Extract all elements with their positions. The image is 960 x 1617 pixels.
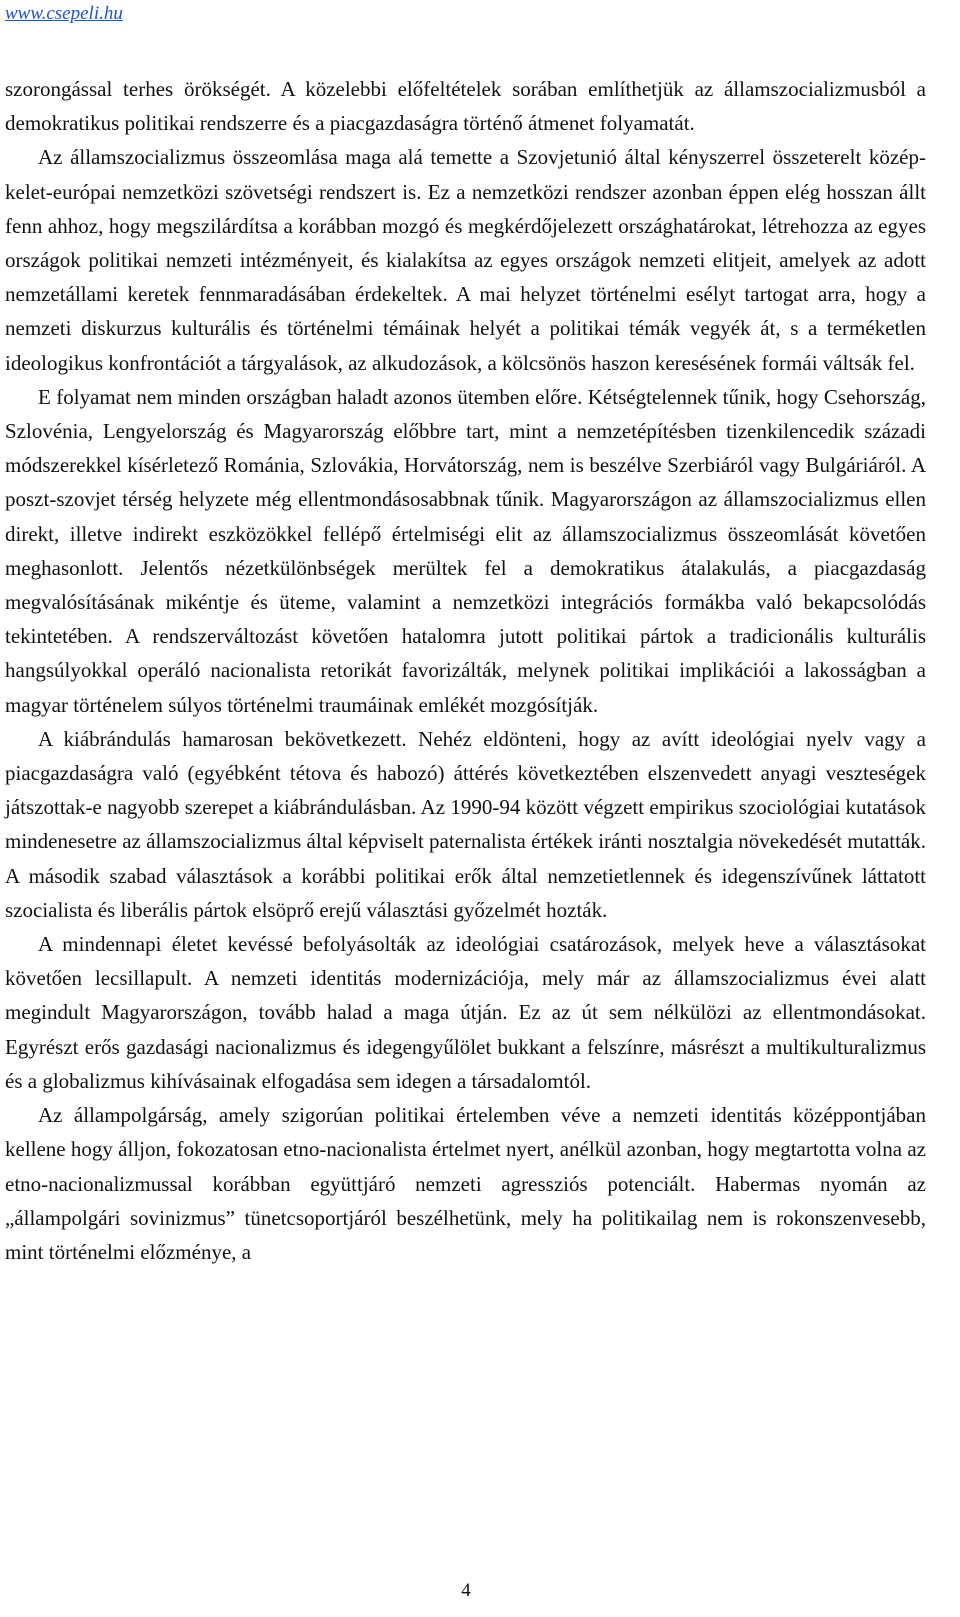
page-number: 4 bbox=[461, 1580, 471, 1601]
paragraph-6: Az állampolgárság, amely szigorúan politikai értelemben véve a nemzeti identitás középpontjában kellene hogy álljon, fokozatosan etno-nacionalista értelmet nyert, anélkül azonban, hogy megtartotta volna az etno-nacionalizmussal korábban együttjáró nemzeti agressziós potenciált. Habermas nyomán az „állampolgári sovinizmus” tünetcsoportjáról beszélhetünk, mely ha politikailag nem is rokonszenvesebb, mint történelmi előzménye, a bbox=[5, 1103, 926, 1264]
paragraph-5: A mindennapi életet kevéssé befolyásolták az ideológiai csatározások, melyek heve a választásokat követően lecsillapult. A nemzeti identitás modernizációja, mely már az államszocializmus évei alatt megindult Magyarországon, tovább halad a maga útján. Ez az út sem nélkülözi az ellentmondásokat. Egyrészt erős gazdasági nacionalizmus és idegengyűlölet bukkant a felszínre, másrészt a multikulturalizmus és a globalizmus kihívásainak elfogadása sem idegen a társadalomtól. bbox=[5, 932, 926, 1093]
paragraph-3: E folyamat nem minden országban haladt azonos ütemben előre. Kétségtelennek tűnik, hogy Csehország, Szlovénia, Lengyelország és Magyarország előbbre tart, mint a nemzetépítésben tizenkilencedik századi módszerekkel kísérletező Románia, Szlovákia, Horvátország, nem is beszélve Szerbiáról vagy Bulgáriáról. A poszt-szovjet térség helyzete még ellentmondásosabbnak tűnik. Magyarországon az államszocializmus ellen direkt, illetve indirekt eszközökkel fellépő értelmiségi elit az államszocializmus összeomlását követően meghasonlott. Jelentős nézetkülönbségek merültek fel a demokratikus átalakulás, a piacgazdaság megvalósításának mikéntje és üteme, valamint a nemzetközi integrációs formákba való bekapcsolódás tekintetében. A rendszerváltozást követően hatalomra jutott politikai pártok a tradicionális kulturális hangsúlyokkal operáló nacionalista retorikát favorizálták, melynek politikai implikációi a lakosságban a magyar történelem súlyos történelmi traumáinak emlékét mozgósítják. bbox=[5, 384, 926, 717]
paragraph-1: szorongással terhes örökségét. A közelebbi előfeltételek sorában említhetjük az államszocializmusból a demokratikus politikai rendszerre és a piacgazdaságra történő átmenet folyamatát. bbox=[5, 77, 926, 136]
body-text bbox=[5, 72, 926, 1269]
site-link[interactable]: www.csepeli.hu bbox=[5, 3, 123, 24]
paragraph-2: Az államszocializmus összeomlása maga alá temette a Szovjetunió által kényszerrel összeterelt közép-kelet-európai nemzetközi szövetségi rendszert is. Ez a nemzetközi rendszer azonban éppen elég hosszan állt fenn ahhoz, hogy megszilárdítsa a korábban mozgó és megkérdőjelezett országhatárokat, létrehozza az egyes országok politikai nemzeti intézményeit, és kialakítsa az egyes országok nemzeti elitjeit, amelyek az adott nemzetállami keretek fennmaradásában érdekeltek. A mai helyzet történelmi esélyt tartogat arra, hogy a nemzeti diskurzus kulturális és történelmi témáinak helyét a politikai témák vegyék át, s a terméketlen ideologikus konfrontációt a tárgyalások, az alkudozások, a kölcsönös haszon keresésének formái váltsák fel. bbox=[5, 145, 926, 375]
paragraph-4: A kiábrándulás hamarosan bekövetkezett. Nehéz eldönteni, hogy az avítt ideológiai nyelv vagy a piacgazdaságra való (egyébként tétova és habozó) áttérés következtében elszenvedett anyagi veszteségek játszottak-e nagyobb szerepet a kiábrándulásban. Az 1990-94 között végzett empirikus szociológiai kutatások mindenesetre az államszocializmus által képviselt paternalista értékek iránti nosztalgia növekedését mutatták. A második szabad választások a korábbi politikai erők által nemzetietlennek és idegenszívűnek láttatott szocialista és liberális pártok elsöprő erejű választási győzelmét hozták. bbox=[5, 726, 926, 922]
